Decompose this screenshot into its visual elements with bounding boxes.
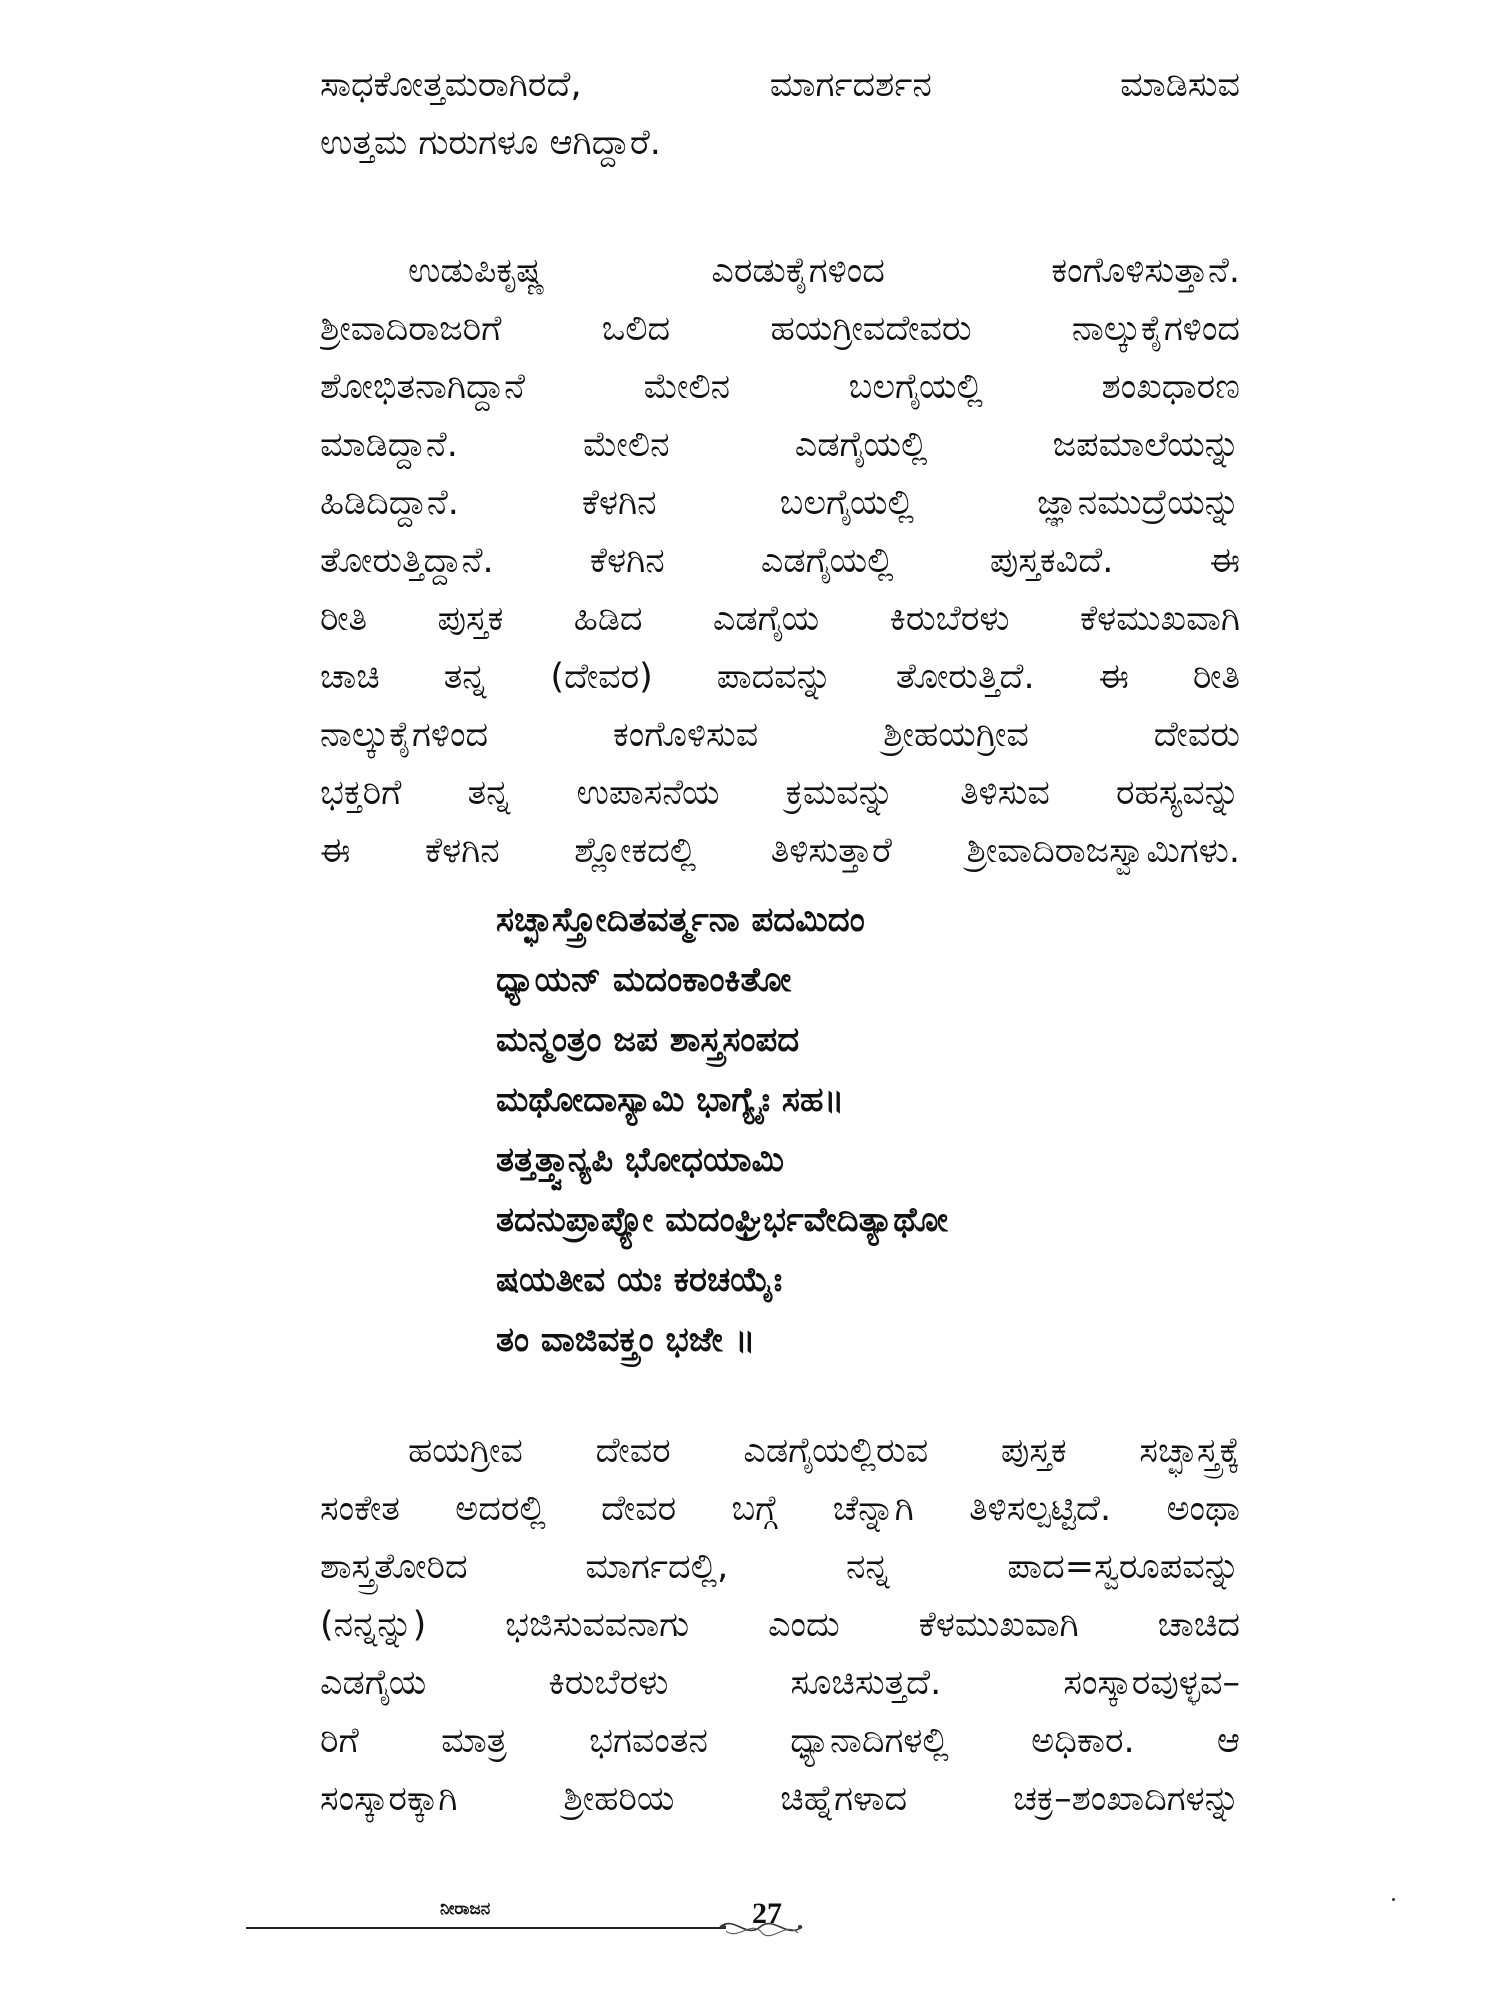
paragraph-2: [320, 242, 1240, 880]
shloka-verse: [496, 890, 1240, 1370]
text-line: ಹಿಡಿದಿದ್ದಾನೆ. ಕೆಳಗಿನ ಬಲಗೈಯಲ್ಲಿ ಜ್ಞಾನಮುದ್ರೆಯನ್ನು: [320, 483, 1240, 523]
verse-line: ಮಥೋದಾಸ್ಯಾಮಿ ಭಾಗ್ಯೈಃ ಸಹ॥: [496, 1080, 845, 1120]
footer-book-title: ನೀರಾಜನ: [436, 1899, 494, 1919]
verse-line: ಸಚ್ಛಾಸ್ತ್ರೋದಿತವರ್ತ್ಮನಾ ಪದಮಿದಂ: [496, 900, 865, 940]
paragraph-gap: [320, 172, 1240, 242]
text-line: ಶೋಭಿತನಾಗಿದ್ದಾನೆ ಮೇಲಿನ ಬಲಗೈಯಲ್ಲಿ ಶಂಖಧಾರಣ: [320, 367, 1240, 407]
page-number: 27: [752, 1897, 782, 1930]
verse-line: ಧ್ಯಾಯನ್ ಮದಂಕಾಂಕಿತೋ: [496, 960, 792, 1000]
text-line: ನಾಲ್ಕುಕೈಗಳಿಂದ ಕಂಗೊಳಿಸುವ ಶ್ರೀಹಯಗ್ರೀವ ದೇವರು: [320, 715, 1240, 755]
text-line: ರೀತಿ ಪುಸ್ತಕ ಹಿಡಿದ ಎಡಗೈಯ ಕಿರುಬೆರಳು ಕೆಳಮುಖವಾಗಿ: [320, 599, 1240, 639]
text-line: ಸಂಸ್ಕಾರಕ್ಕಾಗಿ ಶ್ರೀಹರಿಯ ಚಿಹ್ನೆಗಳಾದ ಚಕ್ರ–ಶಂಖಾದಿಗಳನ್ನು: [320, 1779, 1240, 1819]
verse-line: ತತ್ತತ್ತ್ವಾನ್ಯಪಿ ಭೋಧಯಾಮಿ: [496, 1140, 784, 1180]
text-line: ಮಾಡಿದ್ದಾನೆ. ಮೇಲಿನ ಎಡಗೈಯಲ್ಲಿ ಜಪಮಾಲೆಯನ್ನು: [320, 425, 1240, 465]
paragraph-3: [320, 1422, 1240, 1828]
text-line: ರಿಗೆ ಮಾತ್ರ ಭಗವಂತನ ಧ್ಯಾನಾದಿಗಳಲ್ಲಿ ಅಧಿಕಾರ. ಆ: [320, 1721, 1240, 1761]
text-line: ತೋರುತ್ತಿದ್ದಾನೆ. ಕೆಳಗಿನ ಎಡಗೈಯಲ್ಲಿ ಪುಸ್ತಕವಿದೆ. ಈ: [320, 541, 1240, 581]
text-line: (ನನ್ನನ್ನು) ಭಜಿಸುವವನಾಗು ಎಂದು ಕೆಳಮುಖವಾಗಿ ಚಾಚಿದ: [320, 1605, 1240, 1645]
paragraph-1: [320, 56, 1240, 172]
page-footer: [246, 1897, 806, 1943]
page-body: [320, 56, 1240, 1828]
text-line: ಹಯಗ್ರೀವ ದೇವರ ಎಡಗೈಯಲ್ಲಿರುವ ಪುಸ್ತಕ ಸಚ್ಛಾಸ್ತ್ರಕ್ಕೆ: [408, 1431, 1240, 1471]
verse-line: ಮನ್ಮಂತ್ರಂ ಜಪ ಶಾಸ್ತ್ರಸಂಪದ: [496, 1020, 800, 1060]
text-line: ಭಕ್ತರಿಗೆ ತನ್ನ ಉಪಾಸನೆಯ ಕ್ರಮವನ್ನು ತಿಳಿಸುವ ರಹಸ್ಯವನ್ನು: [320, 773, 1240, 813]
verse-line: ಷಯತೀವ ಯಃ ಕರಚಯೈಃ: [496, 1260, 783, 1300]
verse-line: ತಂ ವಾಜಿವಕ್ತ್ರಂ ಭಜೇ ॥: [496, 1320, 756, 1360]
text-line: ಶ್ರೀವಾದಿರಾಜರಿಗೆ ಒಲಿದ ಹಯಗ್ರೀವದೇವರು ನಾಲ್ಕುಕೈಗಳಿಂದ: [320, 309, 1240, 349]
text-line: ಚಾಚಿ ತನ್ನ (ದೇವರ) ಪಾದವನ್ನು ತೋರುತ್ತಿದೆ. ಈ ರೀತಿ: [320, 657, 1240, 697]
text-line: ಸಾಧಕೋತ್ತಮರಾಗಿರದೆ, ಮಾರ್ಗದರ್ಶನ ಮಾಡಿಸುವ: [320, 65, 1240, 105]
text-line: ಈ ಕೆಳಗಿನ ಶ್ಲೋಕದಲ್ಲಿ ತಿಳಿಸುತ್ತಾರೆ ಶ್ರೀವಾದಿರಾಜಸ್ವಾಮಿಗಳು.: [320, 831, 1240, 871]
text-line: ಎಡಗೈಯ ಕಿರುಬೆರಳು ಸೂಚಿಸುತ್ತದೆ. ಸಂಸ್ಕಾರವುಳ್ಳವ–: [320, 1663, 1240, 1703]
verse-line: ತದನುಪ್ರಾಪ್ಯೋ ಮದಂಘ್ರಿರ್ಭವೇದಿತ್ಯಾಥೋ: [496, 1200, 949, 1240]
text-line: ಉಡುಪಿಕೃಷ್ಣ ಎರಡುಕೈಗಳಿಂದ ಕಂಗೊಳಿಸುತ್ತಾನೆ.: [408, 251, 1240, 291]
text-line: ಸಂಕೇತ ಅದರಲ್ಲಿ ದೇವರ ಬಗ್ಗೆ ಚೆನ್ನಾಗಿ ತಿಳಿಸಲ್ಪಟ್ಟಿದೆ. ಅಂಥಾ: [320, 1489, 1240, 1529]
text-line: ಶಾಸ್ತ್ರತೋರಿದ ಮಾರ್ಗದಲ್ಲಿ, ನನ್ನ ಪಾದ=ಸ್ವರೂಪವನ್ನು: [320, 1547, 1240, 1587]
text-line: ಉತ್ತಮ ಗುರುಗಳೂ ಆಗಿದ್ದಾರೆ.: [320, 123, 661, 163]
scan-speck: [1392, 1898, 1395, 1901]
footer-rule: [246, 1927, 726, 1929]
